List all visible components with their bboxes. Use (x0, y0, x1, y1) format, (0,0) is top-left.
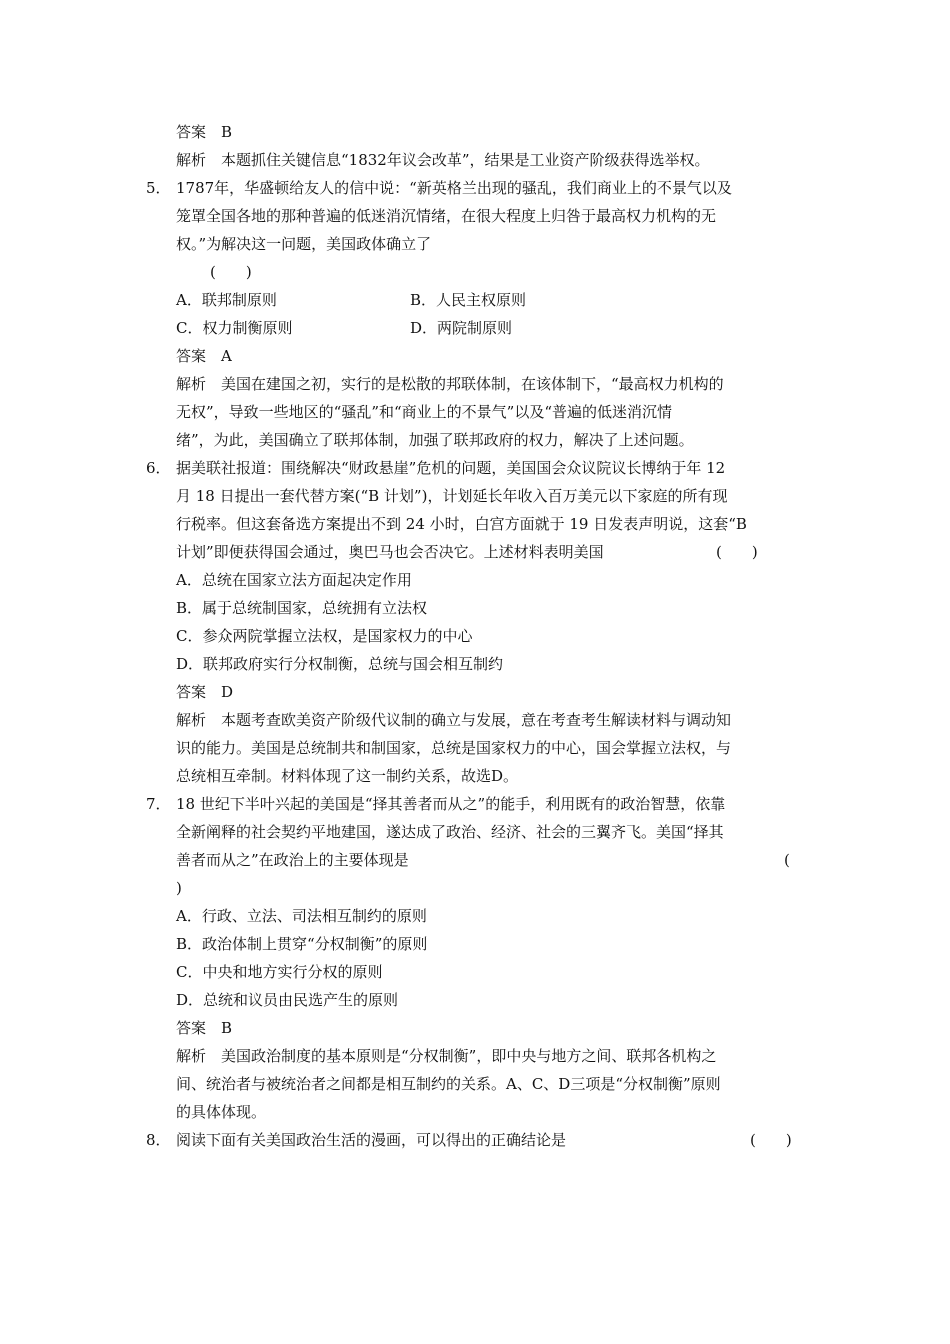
q8-answer-bracket: ( ) (750, 1131, 792, 1149)
q6-option-d: D．联邦政府实行分权制衡，总统与国会相互制约 (176, 655, 504, 673)
q6-option-a: A．总统在国家立法方面起决定作用 (176, 571, 412, 589)
q5-option-b: B．人民主权原则 (410, 291, 527, 309)
q7-stem-line: 全新阐释的社会契约平地建国，遂达成了政治、经济、社会的三翼齐飞。美国“择其 (176, 823, 724, 841)
q5-option-d: D．两院制原则 (410, 319, 513, 337)
q5-analysis-line: 绪”，为此，美国确立了联邦体制，加强了联邦政府的权力，解决了上述问题。 (176, 431, 694, 449)
q5-analysis-line: 解析 美国在建国之初，实行的是松散的邦联体制，在该体制下，“最高权力机构的 (176, 375, 724, 393)
q6-answer-bracket: ( ) (716, 543, 758, 561)
q6-stem-line: 计划”即便获得国会通过，奥巴马也会否决它。上述材料表明美国 (176, 543, 604, 561)
q4-analysis: 解析 本题抓住关键信息“1832年议会改革”，结果是工业资产阶级获得选举权。 (176, 151, 710, 169)
q5-option-a: A．联邦制原则 (176, 291, 277, 309)
q6-number: 6． (146, 459, 171, 477)
q6-option-b: B．属于总统制国家，总统拥有立法权 (176, 599, 428, 617)
q8-number: 8． (146, 1131, 171, 1149)
q5-stem-line: 1787年，华盛顿给友人的信中说：“新英格兰出现的骚乱，我们商业上的不景气以及 (176, 179, 732, 197)
q7-option-a: A．行政、立法、司法相互制约的原则 (176, 907, 427, 925)
q5-answer: 答案 A (176, 347, 232, 365)
q6-stem-line: 行税率。但这套备选方案提出不到 24 小时，白宫方面就于 19 日发表声明说，这套“B (176, 515, 747, 533)
q8-stem: 阅读下面有关美国政治生活的漫画，可以得出的正确结论是 (176, 1131, 567, 1149)
q6-stem-line: 据美联社报道：围绕解决“财政悬崖”危机的问题，美国国会众议院议长博纳于年 12 (176, 459, 726, 477)
q7-analysis-line: 的具体体现。 (176, 1103, 267, 1121)
q6-analysis-line: 总统相互牵制。材料体现了这一制约关系，故选D。 (176, 767, 519, 785)
q7-stem-line: 善者而从之”在政治上的主要体现是 (176, 851, 409, 869)
q7-answer: 答案 B (176, 1019, 233, 1037)
q4-answer: 答案 B (176, 123, 233, 141)
q7-option-c: C．中央和地方实行分权的原则 (176, 963, 383, 981)
q7-analysis-line: 解析 美国政治制度的基本原则是“分权制衡”，即中央与地方之间、联邦各机构之 (176, 1047, 717, 1065)
q7-bracket-close: ) (176, 879, 182, 897)
q6-answer: 答案 D (176, 683, 234, 701)
q7-stem-line: 18 世纪下半叶兴起的美国是“择其善者而从之”的能手，利用既有的政治智慧，依靠 (176, 795, 726, 813)
q7-analysis-line: 间、统治者与被统治者之间都是相互制约的关系。A、C、D三项是“分权制衡”原则 (176, 1075, 721, 1093)
q7-option-b: B．政治体制上贯穿“分权制衡”的原则 (176, 935, 428, 953)
q5-analysis-line: 无权”，导致一些地区的“骚乱”和“商业上的不景气”以及“普遍的低迷消沉情 (176, 403, 673, 421)
q5-stem-line: 权。”为解决这一问题，美国政体确立了 (176, 235, 432, 253)
q6-option-c: C．参众两院掌握立法权，是国家权力的中心 (176, 627, 473, 645)
q5-number: 5． (146, 179, 171, 197)
q6-analysis-line: 识的能力。美国是总统制共和制国家，总统是国家权力的中心，国会掌握立法权，与 (176, 739, 732, 757)
q5-answer-bracket: ( ) (210, 263, 252, 281)
q7-number: 7． (146, 795, 171, 813)
q7-bracket-open: ( (784, 851, 790, 869)
q5-stem-line: 笼罩全国各地的那种普遍的低迷消沉情绪，在很大程度上归咎于最高权力机构的无 (176, 207, 717, 225)
q6-analysis-line: 解析 本题考查欧美资产阶级代议制的确立与发展，意在考查考生解读材料与调动知 (176, 711, 732, 729)
q7-option-d: D．总统和议员由民选产生的原则 (176, 991, 399, 1009)
q6-stem-line: 月 18 日提出一套代替方案(“B 计划”)，计划延长年收入百万美元以下家庭的所有现 (176, 487, 728, 505)
q5-option-c: C．权力制衡原则 (176, 319, 293, 337)
